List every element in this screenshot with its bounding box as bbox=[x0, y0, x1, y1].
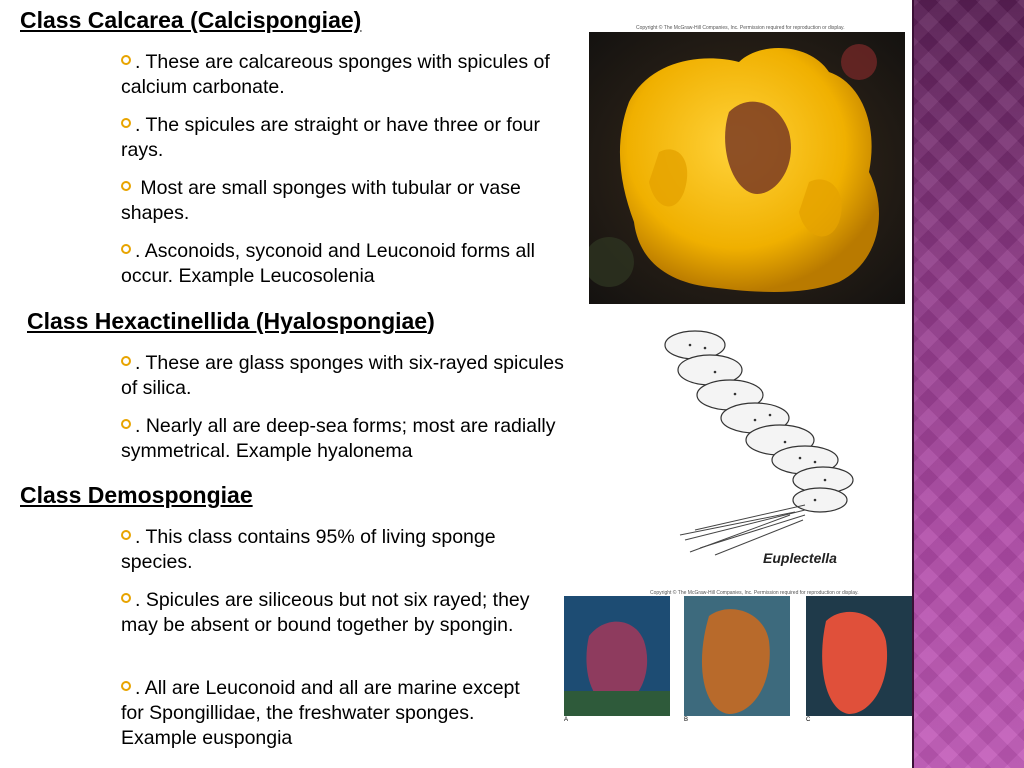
euplectella-drawing bbox=[655, 320, 895, 575]
bullet-marker-icon bbox=[121, 530, 131, 540]
panel-label-c: C bbox=[806, 717, 811, 723]
bullet-demospongiae-1 bbox=[121, 525, 566, 575]
heading-text: Class Hexactinellida (Hyalospongiae bbox=[27, 308, 428, 334]
bullet-text: . This class contains 95% of living sponge species. bbox=[121, 526, 496, 573]
bullet-text: . These are glass sponges with six-rayed spicules of silica. bbox=[121, 352, 564, 399]
panel-label-b: B bbox=[684, 717, 689, 723]
decorative-sidebar bbox=[912, 0, 1024, 768]
bullet-calcarea-3 bbox=[121, 176, 566, 226]
bullet-marker-icon bbox=[121, 181, 131, 191]
bullet-calcarea-4 bbox=[121, 239, 566, 289]
bullet-text: . Nearly all are deep-sea forms; most are radially symmetrical. Example hyalonema bbox=[121, 415, 556, 462]
heading-hexactinellida bbox=[27, 308, 435, 335]
bullet-text: . Asconoids, syconoid and Leuconoid forms all occur. Example Leucosolenia bbox=[121, 240, 535, 287]
bullet-demospongiae-3 bbox=[121, 676, 521, 751]
copyright-caption: Copyright © The McGraw-Hill Companies, Inc. Permission required for reproduction or display. bbox=[636, 25, 845, 31]
demospongiae-image-strip bbox=[564, 596, 914, 728]
calcarea-sponge-photo bbox=[589, 32, 905, 304]
heading-suffix: ) bbox=[427, 308, 435, 334]
bullet-calcarea-2 bbox=[121, 113, 566, 163]
bullet-hexactinellida-1 bbox=[121, 351, 566, 401]
bullet-marker-icon bbox=[121, 593, 131, 603]
euplectella-image bbox=[655, 320, 895, 575]
bullet-text: . These are calcareous sponges with spicules of calcium carbonate. bbox=[121, 51, 550, 98]
bullet-marker-icon bbox=[121, 419, 131, 429]
heading-calcarea: Class Calcarea (Calcispongiae) bbox=[20, 7, 362, 33]
bullet-text: . All are Leuconoid and all are marine except for Spongillidae, the freshwater sponges. Example euspongia bbox=[121, 677, 520, 749]
calcarea-sponge-image bbox=[589, 32, 905, 304]
panel-label-a: A bbox=[564, 717, 569, 723]
sidebar-divider bbox=[912, 0, 914, 768]
bullet-marker-icon bbox=[121, 681, 131, 691]
heading-demospongiae: Class Demospongiae bbox=[20, 482, 253, 508]
euplectella-label: Euplectella bbox=[763, 550, 837, 566]
bullet-marker-icon bbox=[121, 118, 131, 128]
demospongiae-photos bbox=[564, 596, 914, 728]
bullet-text: . The spicules are straight or have three or four rays. bbox=[121, 114, 541, 161]
bullet-marker-icon bbox=[121, 244, 131, 254]
bullet-text: . Spicules are siliceous but not six rayed; they may be absent or bound together by spongin. bbox=[121, 589, 530, 636]
bullet-marker-icon bbox=[121, 55, 131, 65]
bullet-demospongiae-2 bbox=[121, 588, 551, 638]
bullet-text: Most are small sponges with tubular or vase shapes. bbox=[121, 177, 521, 224]
bullet-marker-icon bbox=[121, 356, 131, 366]
bullet-hexactinellida-2 bbox=[121, 414, 566, 464]
copyright-caption-2: Copyright © The McGraw-Hill Companies, Inc. Permission required for reproduction or display. bbox=[650, 590, 859, 596]
bullet-calcarea-1 bbox=[121, 50, 566, 100]
